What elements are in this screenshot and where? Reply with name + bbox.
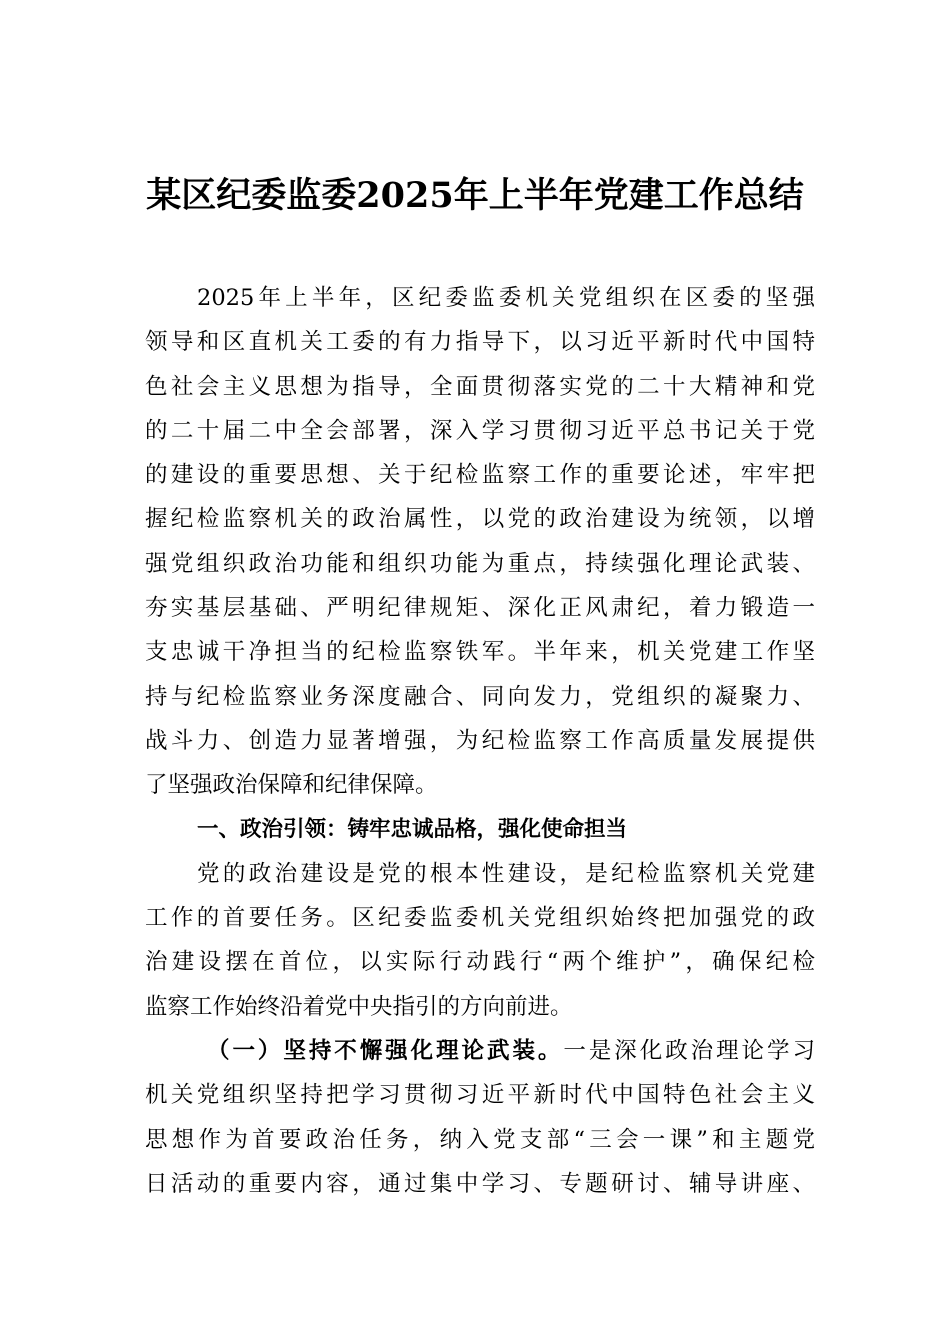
section-paragraph-line: 工作的首要任务。区纪委监委机关党组织始终把加强党的政 [145, 905, 815, 932]
subsection-paragraph-line: 日活动的重要内容，通过集中学习、专题研讨、辅导讲座、 [145, 1170, 815, 1197]
intro-paragraph-line: 战斗力、创造力显著增强，为纪检监察工作高质量发展提供 [145, 727, 815, 754]
subsection-heading: （一）坚持不懈强化理论武装。 [207, 1038, 564, 1065]
intro-paragraph-line: 2025年上半年，区纪委监委机关党组织在区委的坚强 [197, 285, 815, 311]
subsection-paragraph-line: 思想作为首要政治任务，纳入党支部“三会一课”和主题党 [145, 1126, 815, 1153]
intro-paragraph-line: 持与纪检监察业务深度融合、同向发力，党组织的凝聚力、 [145, 683, 815, 710]
document-body [145, 276, 815, 1206]
subsection-paragraph-line: 机关党组织坚持把学习贯彻习近平新时代中国特色社会主义 [145, 1082, 815, 1109]
subsection-first-text: 一是深化政治理论学习 [563, 1038, 815, 1065]
intro-paragraph-line: 色社会主义思想为指导，全面贯彻落实党的二十大精神和党 [145, 373, 815, 400]
intro-paragraph-line: 的二十届二中全会部署，深入学习贯彻习近平总书记关于党 [145, 417, 815, 444]
intro-paragraph-line: 夯实基层基础、严明纪律规矩、深化正风肃纪，着力锻造一 [145, 595, 815, 622]
section-paragraph-line: 党的政治建设是党的根本性建设，是纪检监察机关党建 [197, 860, 815, 887]
section-heading: 一、政治引领：铸牢忠诚品格，强化使命担当 [197, 816, 628, 842]
intro-paragraph-line: 了坚强政治保障和纪律保障。 [145, 772, 438, 799]
section-paragraph-line: 监察工作始终沿着党中央指引的方向前进。 [145, 993, 573, 1020]
intro-paragraph-line: 的建设的重要思想、关于纪检监察工作的重要论述，牢牢把 [145, 462, 815, 489]
section-paragraph-line: 治建设摆在首位，以实际行动践行“两个维护”，确保纪检 [145, 949, 815, 976]
intro-paragraph-line: 支忠诚干净担当的纪检监察铁军。半年来，机关党建工作坚 [145, 639, 815, 666]
intro-paragraph-line: 握纪检监察机关的政治属性，以党的政治建设为统领，以增 [145, 506, 815, 533]
intro-paragraph-line: 强党组织政治功能和组织功能为重点，持续强化理论武装、 [145, 550, 815, 577]
intro-paragraph-line: 领导和区直机关工委的有力指导下，以习近平新时代中国特 [145, 329, 815, 356]
document-title: 某区纪委监委2025年上半年党建工作总结 [146, 175, 804, 216]
subsection-first-line [145, 1029, 815, 1073]
